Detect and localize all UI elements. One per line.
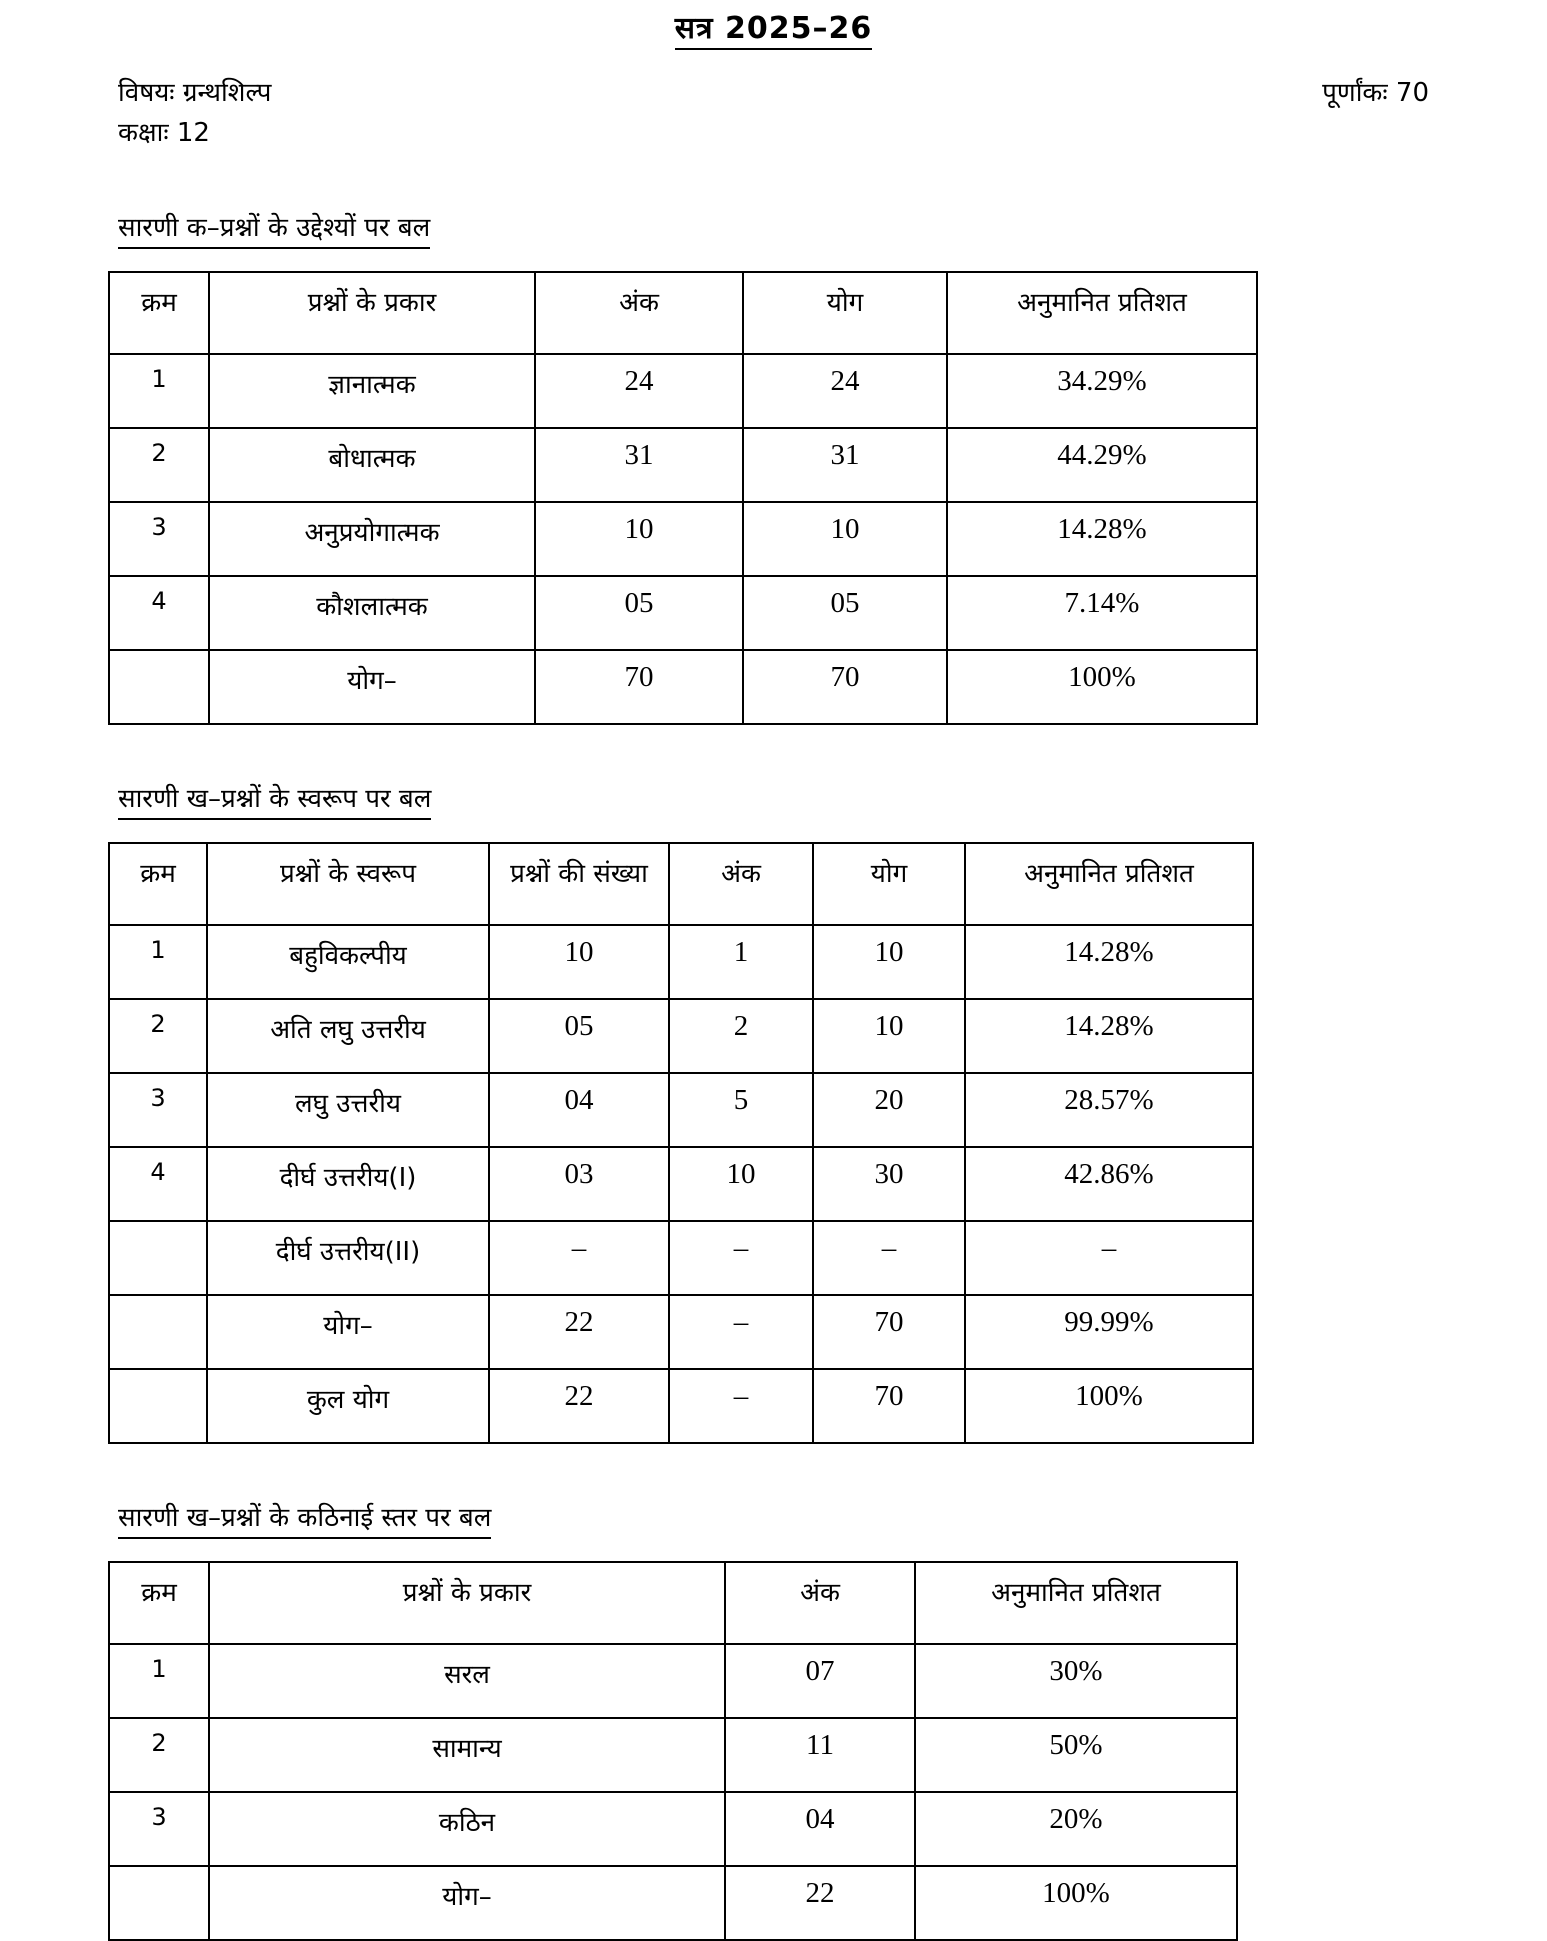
table1-caption-wrap xyxy=(0,154,1547,271)
difficulty-level-table-body xyxy=(109,1644,1237,1940)
table-header-row xyxy=(109,272,1257,354)
session-title xyxy=(0,0,1547,47)
question-format-table-body xyxy=(109,925,1253,1443)
cell-sno xyxy=(109,650,209,724)
column-header-percent: अनुमानित प्रतिशत xyxy=(915,1562,1237,1644)
table-total-row xyxy=(109,650,1257,724)
cell-percent: 34.29% xyxy=(947,354,1257,428)
table-row xyxy=(109,1792,1237,1866)
cell-percent: 7.14% xyxy=(947,576,1257,650)
cell-total: 70 xyxy=(813,1295,965,1369)
cell-type: सरल xyxy=(209,1644,725,1718)
cell-type: कठिन xyxy=(209,1792,725,1866)
cell-sno xyxy=(109,1369,207,1443)
table-row xyxy=(109,925,1253,999)
cell-total: 10 xyxy=(813,999,965,1073)
cell-count: 22 xyxy=(489,1295,669,1369)
cell-format: योग– xyxy=(207,1295,489,1369)
cell-count: 03 xyxy=(489,1147,669,1221)
objectives-table xyxy=(108,271,1258,725)
cell-marks: 11 xyxy=(725,1718,915,1792)
cell-format: कुल योग xyxy=(207,1369,489,1443)
cell-sno: 3 xyxy=(109,1073,207,1147)
cell-percent: 44.29% xyxy=(947,428,1257,502)
table-row xyxy=(109,1644,1237,1718)
class-label: कक्षाः 12 xyxy=(118,118,210,149)
cell-sno: 3 xyxy=(109,502,209,576)
cell-percent: 14.28% xyxy=(947,502,1257,576)
cell-total: 70 xyxy=(743,650,947,724)
cell-total: 10 xyxy=(743,502,947,576)
cell-count: 10 xyxy=(489,925,669,999)
cell-percent: 28.57% xyxy=(965,1073,1253,1147)
column-header-percent: अनुमानित प्रतिशत xyxy=(947,272,1257,354)
column-header-total: योग xyxy=(743,272,947,354)
subject-label: विषयः ग्रन्थशिल्प xyxy=(118,78,272,108)
column-header-sno: क्रम xyxy=(109,1562,209,1644)
table-row xyxy=(109,576,1257,650)
cell-marks: 24 xyxy=(535,354,743,428)
session-title-text: सत्र 2025–26 xyxy=(675,11,873,50)
objectives-table-head xyxy=(109,272,1257,354)
cell-sno: 2 xyxy=(109,1718,209,1792)
table-row xyxy=(109,1147,1253,1221)
table2-caption xyxy=(118,779,431,820)
cell-type: योग– xyxy=(209,650,535,724)
table-row xyxy=(109,354,1257,428)
column-header-marks: अंक xyxy=(669,843,813,925)
cell-sno: 4 xyxy=(109,1147,207,1221)
cell-total: 10 xyxy=(813,925,965,999)
table-row xyxy=(109,1221,1253,1295)
cell-sno xyxy=(109,1221,207,1295)
cell-percent: 30% xyxy=(915,1644,1237,1718)
difficulty-level-table-head xyxy=(109,1562,1237,1644)
cell-percent: 50% xyxy=(915,1718,1237,1792)
column-header-percent: अनुमानित प्रतिशत xyxy=(965,843,1253,925)
cell-sno: 4 xyxy=(109,576,209,650)
cell-marks: – xyxy=(669,1369,813,1443)
cell-total: 20 xyxy=(813,1073,965,1147)
cell-type: योग– xyxy=(209,1866,725,1940)
table-total-row xyxy=(109,1295,1253,1369)
cell-sno: 2 xyxy=(109,428,209,502)
cell-marks: 22 xyxy=(725,1866,915,1940)
max-marks-label: पूर्णांकः 70 xyxy=(1322,78,1429,108)
cell-count: 05 xyxy=(489,999,669,1073)
cell-sno xyxy=(109,1295,207,1369)
cell-sno: 2 xyxy=(109,999,207,1073)
cell-type: ज्ञानात्मक xyxy=(209,354,535,428)
cell-percent: 100% xyxy=(915,1866,1237,1940)
cell-sno: 1 xyxy=(109,1644,209,1718)
cell-marks: 31 xyxy=(535,428,743,502)
table1-caption xyxy=(118,208,430,249)
table1-caption-text: सारणी क–प्रश्नों के उद्देश्यों पर बल xyxy=(118,208,430,249)
column-header-type: प्रश्नों के प्रकार xyxy=(209,272,535,354)
table3-caption xyxy=(118,1498,491,1539)
cell-marks: – xyxy=(669,1221,813,1295)
cell-marks: 05 xyxy=(535,576,743,650)
table-row xyxy=(109,502,1257,576)
cell-format: लघु उत्तरीय xyxy=(207,1073,489,1147)
table-row xyxy=(109,999,1253,1073)
cell-marks: 04 xyxy=(725,1792,915,1866)
cell-percent: 100% xyxy=(965,1369,1253,1443)
cell-format: बहुविकल्पीय xyxy=(207,925,489,999)
cell-percent: – xyxy=(965,1221,1253,1295)
cell-percent: 14.28% xyxy=(965,925,1253,999)
column-header-total: योग xyxy=(813,843,965,925)
cell-sno: 1 xyxy=(109,354,209,428)
table-header-row xyxy=(109,1562,1237,1644)
cell-format: दीर्घ उत्तरीय(I) xyxy=(207,1147,489,1221)
column-header-marks: अंक xyxy=(725,1562,915,1644)
cell-total: 31 xyxy=(743,428,947,502)
cell-type: सामान्य xyxy=(209,1718,725,1792)
cell-marks: 07 xyxy=(725,1644,915,1718)
cell-format: दीर्घ उत्तरीय(II) xyxy=(207,1221,489,1295)
cell-marks: 70 xyxy=(535,650,743,724)
cell-type: कौशलात्मक xyxy=(209,576,535,650)
objectives-table-body xyxy=(109,354,1257,724)
table2-caption-wrap xyxy=(0,725,1547,842)
cell-total: 70 xyxy=(813,1369,965,1443)
cell-type: अनुप्रयोगात्मक xyxy=(209,502,535,576)
column-header-type: प्रश्नों के प्रकार xyxy=(209,1562,725,1644)
cell-marks: 2 xyxy=(669,999,813,1073)
document-meta xyxy=(0,73,1547,154)
table3-caption-wrap xyxy=(0,1444,1547,1561)
cell-marks: 10 xyxy=(535,502,743,576)
cell-sno: 3 xyxy=(109,1792,209,1866)
table2-caption-text: सारणी ख–प्रश्नों के स्वरूप पर बल xyxy=(118,779,431,820)
table-grand-total-row xyxy=(109,1369,1253,1443)
cell-count: 04 xyxy=(489,1073,669,1147)
cell-sno: 1 xyxy=(109,925,207,999)
column-header-sno: क्रम xyxy=(109,843,207,925)
cell-total: 05 xyxy=(743,576,947,650)
table-total-row xyxy=(109,1866,1237,1940)
question-format-table xyxy=(108,842,1254,1444)
cell-marks: 1 xyxy=(669,925,813,999)
cell-marks: – xyxy=(669,1295,813,1369)
cell-count: 22 xyxy=(489,1369,669,1443)
table-row xyxy=(109,428,1257,502)
meta-row-class xyxy=(118,113,1429,153)
cell-percent: 99.99% xyxy=(965,1295,1253,1369)
cell-marks: 5 xyxy=(669,1073,813,1147)
cell-sno xyxy=(109,1866,209,1940)
cell-type: बोधात्मक xyxy=(209,428,535,502)
column-header-count: प्रश्नों की संख्या xyxy=(489,843,669,925)
difficulty-level-table xyxy=(108,1561,1238,1941)
column-header-sno: क्रम xyxy=(109,272,209,354)
cell-marks: 10 xyxy=(669,1147,813,1221)
column-header-marks: अंक xyxy=(535,272,743,354)
cell-count: – xyxy=(489,1221,669,1295)
cell-percent: 20% xyxy=(915,1792,1237,1866)
column-header-format: प्रश्नों के स्वरूप xyxy=(207,843,489,925)
cell-percent: 100% xyxy=(947,650,1257,724)
cell-percent: 14.28% xyxy=(965,999,1253,1073)
meta-row-subject xyxy=(118,73,1429,113)
table3-caption-text: सारणी ख–प्रश्नों के कठिनाई स्तर पर बल xyxy=(118,1498,491,1539)
table-row xyxy=(109,1718,1237,1792)
cell-format: अति लघु उत्तरीय xyxy=(207,999,489,1073)
cell-total: 24 xyxy=(743,354,947,428)
cell-total: – xyxy=(813,1221,965,1295)
cell-percent: 42.86% xyxy=(965,1147,1253,1221)
cell-total: 30 xyxy=(813,1147,965,1221)
question-format-table-head xyxy=(109,843,1253,925)
table-header-row xyxy=(109,843,1253,925)
table-row xyxy=(109,1073,1253,1147)
